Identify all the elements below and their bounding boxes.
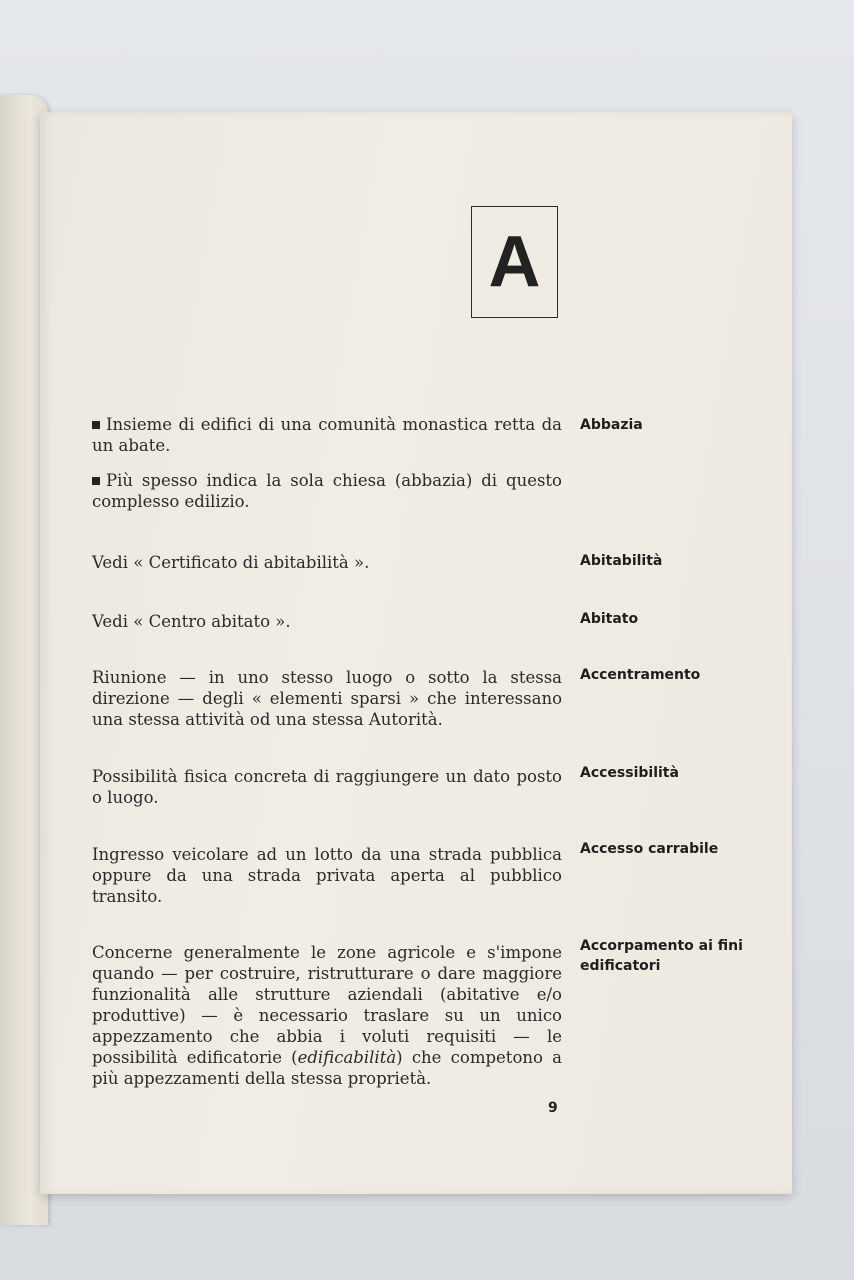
- entry-accessibilita-definition: Possibilità fisica concreta di raggiungere un dato posto o luogo.: [92, 767, 562, 807]
- bullet-icon: [92, 477, 100, 485]
- term-accesso-carrabile: Accesso carrabile: [580, 841, 719, 857]
- section-letter: A: [488, 222, 541, 302]
- term-accessibilita: Accessibilità: [580, 765, 679, 781]
- bullet-icon: [92, 421, 100, 429]
- term-abitabilita: Abitabilità: [580, 553, 663, 569]
- definition-text: Insieme di edifici di una comunità monastica retta da un abate.: [92, 415, 562, 455]
- definition-text-part2: ) che competono a più appezzamenti della stessa proprietà.: [92, 1048, 562, 1088]
- page-number: 9: [548, 1100, 558, 1116]
- definition-text-part1: Concerne generalmente le zone agricole e s'impone quando — per costruire, ristrutturare o dare maggiore funzionalità alle strutture aziendali (abitative e/o produttive) — è necessario traslare su un unico appezzamento che abbia i voluti requisiti — le possibilità edificatorie (: [92, 943, 562, 1067]
- entry-accesso-carrabile-definition: Ingresso veicolare ad un lotto da una strada pubblica oppure da una strada privata aperta al pubblico transito.: [92, 845, 562, 906]
- section-letter-box: [471, 206, 558, 318]
- entry-abitabilita-definition: Vedi « Certificato di abitabilità ».: [92, 553, 370, 572]
- term-abitato: Abitato: [580, 611, 639, 627]
- entry-accentramento-definition: Riunione — in uno stesso luogo o sotto la stessa direzione — degli « elementi sparsi » che interessano una stessa attività od una stessa Autorità.: [92, 668, 562, 729]
- definition-text-italic: edificabilità: [297, 1048, 397, 1067]
- term-abbazia: Abbazia: [580, 417, 643, 433]
- entry-abbazia-definition: [92, 414, 562, 512]
- book-page: [40, 112, 792, 1194]
- entry-accorpamento-definition: [92, 942, 562, 1089]
- entry-abitato-definition: Vedi « Centro abitato ».: [92, 612, 291, 631]
- term-accorpamento: Accorpamento ai fini edificatori: [580, 938, 743, 974]
- term-accentramento: Accentramento: [580, 667, 701, 683]
- definition-text: Più spesso indica la sola chiesa (abbazia) di questo complesso edilizio.: [92, 471, 562, 511]
